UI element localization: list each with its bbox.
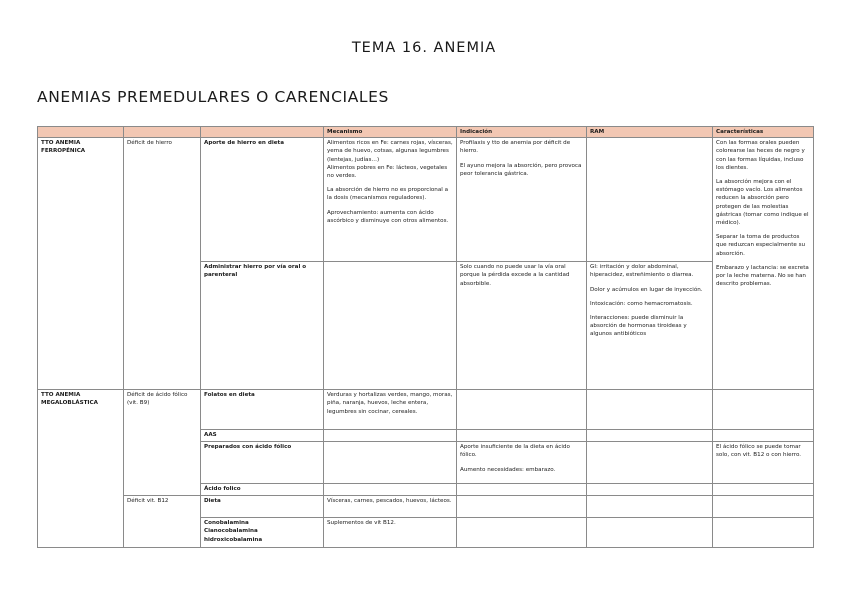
text-line: Alimentos pobres en Fe: lácteos, vegetales no verdes. xyxy=(327,164,448,180)
table-row xyxy=(38,138,814,262)
caracteristicas-folatos xyxy=(713,390,814,430)
tto-aporte-hierro-dieta: Aporte de hierro en dieta xyxy=(201,138,324,262)
indicacion-folatos xyxy=(457,390,587,430)
text-line: Alimentos ricos en Fe: carnes rojas, vísceras, yema de huevo, cotsas, algunas legumbres (lentejas, judías…) xyxy=(327,140,453,163)
text-line: Verduras y hortalizas verdes, mango, moras, piña, naranja, huevos, leche entera, legumbres sin cocinar, cereales. xyxy=(327,392,453,415)
caracteristicas-preparados xyxy=(713,442,814,484)
caracteristicas-aas xyxy=(713,430,814,442)
text-line: El ácido fólico se puede tomar solo, con vit. B12 o con hierro. xyxy=(716,444,802,459)
header-indicacion: Indicación xyxy=(457,127,587,138)
text-line: Conobalamina xyxy=(204,520,249,527)
header-ram: RAM xyxy=(587,127,713,138)
ram-aas xyxy=(587,430,713,442)
ram-acido-folico xyxy=(587,484,713,496)
text-line: El ayuno mejora la absorción, pero provoca peor tolerancia gástrica. xyxy=(460,162,582,177)
header-empty-2 xyxy=(124,127,201,138)
mecanismo-acido-folico xyxy=(324,484,457,496)
indicacion-cobalaminas xyxy=(457,518,587,548)
caracteristicas-cobalaminas xyxy=(713,518,814,548)
indicacion-administrar-hierro xyxy=(457,262,587,390)
tto-preparados-acido-folico: Preparados con ácido fólico xyxy=(201,442,324,484)
text-line: Embarazo y lactancia: se excreta por la leche materna. No se han descrito problemas. xyxy=(716,264,809,288)
document-title: TEMA 16. ANEMIA xyxy=(351,40,497,56)
mecanismo-preparados xyxy=(324,442,457,484)
anemia-table xyxy=(37,126,814,548)
group-ferropenica: TTO ANEMIA FERROPÉNICA xyxy=(38,138,124,390)
tto-aas: AAS xyxy=(201,430,324,442)
text-line: Aprovechamiento: aumenta con ácido ascórbico y disminuye con otros alimentos. xyxy=(327,209,449,224)
tto-folatos-dieta: Folatos en dieta xyxy=(201,390,324,430)
mecanismo-folatos xyxy=(324,390,457,430)
ram-preparados xyxy=(587,442,713,484)
deficit-vit-b12: Déficit vit. B12 xyxy=(124,496,201,548)
indicacion-preparados xyxy=(457,442,587,484)
text-line: Intoxicación: como hemacromatosis. xyxy=(590,300,693,307)
mecanismo-administrar-hierro xyxy=(324,262,457,390)
text-line: La absorción mejora con el estómago vacío. Los alimentos reducen la absorción pero protegen de las molestias gástricas (tomar como indique el médico). xyxy=(716,179,809,227)
header-empty-1 xyxy=(38,127,124,138)
text-line: hidroxicobalamina xyxy=(204,536,263,543)
ram-cobalaminas xyxy=(587,518,713,548)
indicacion-acido-folico xyxy=(457,484,587,496)
text-line: Aumento necesidades: embarazo. xyxy=(460,466,556,473)
table-row xyxy=(38,496,814,518)
deficit-acido-folico: Déficit de ácido fólico (vit. B9) xyxy=(124,390,201,496)
text-line: GI: irritación y dolor abdominal, hiperacidez, estreñimiento o diarrea. xyxy=(590,264,694,279)
header-empty-3 xyxy=(201,127,324,138)
text-line: Dolor y acúmulos en lugar de inyección. xyxy=(590,286,703,293)
mecanismo-dieta-b12 xyxy=(324,496,457,518)
group-megaloblastica: TTO ANEMIA MEGALOBLÁSTICA xyxy=(38,390,124,548)
section-title: ANEMIAS PREMEDULARES O CARENCIALES xyxy=(37,88,389,106)
indicacion-aas xyxy=(457,430,587,442)
mecanismo-aporte-hierro xyxy=(324,138,457,262)
indicacion-dieta-b12 xyxy=(457,496,587,518)
text-line: Aporte insuficiente de la dieta en ácido fólico. xyxy=(460,444,570,459)
caracteristicas-ferropenica xyxy=(713,138,814,390)
ram-aporte-hierro xyxy=(587,138,713,262)
ram-dieta-b12 xyxy=(587,496,713,518)
text-line: Solo cuando no puede usar la vía oral porque la pérdida excede a la cantidad absorbible. xyxy=(460,264,570,287)
text-line: Cianocobalamina xyxy=(204,528,258,535)
tto-acido-folico: Ácido folico xyxy=(201,484,324,496)
header-mecanismo: Mecanismo xyxy=(324,127,457,138)
text-line: Vísceras, carnes, pescados, huevos, lácteos. xyxy=(327,498,452,505)
text-line: La absorción de hierro no es proporcional a la dosis (mecanismos reguladores). xyxy=(327,187,449,202)
indicacion-aporte-hierro xyxy=(457,138,587,262)
text-line: Suplementos de vit B12. xyxy=(327,520,396,527)
text-line: Profilaxis y tto de anemia por déficit de hierro. xyxy=(460,140,571,155)
mecanismo-cobalaminas xyxy=(324,518,457,548)
ram-administrar-hierro xyxy=(587,262,713,390)
tto-cobalaminas xyxy=(201,518,324,548)
tto-dieta-b12: Dieta xyxy=(201,496,324,518)
text-line: Separar la toma de productos que reduzcan especialmente su absorción. xyxy=(716,234,806,257)
tto-administrar-hierro: Administrar hierro por vía oral o parenteral xyxy=(201,262,324,390)
deficit-hierro: Déficit de hierro xyxy=(124,138,201,390)
caracteristicas-acido-folico xyxy=(713,484,814,496)
table-row xyxy=(38,390,814,430)
header-caracteristicas: Características xyxy=(713,127,814,138)
header-row xyxy=(38,127,814,138)
text-line: Interacciones: puede disminuir la absorción de hormonas tiroideas y algunos antibióticos xyxy=(590,315,687,338)
ram-folatos xyxy=(587,390,713,430)
caracteristicas-dieta-b12 xyxy=(713,496,814,518)
text-line: Con las formas orales pueden colorearse las heces de negro y con las formas líquidas, incluso los dientes. xyxy=(716,140,805,171)
mecanismo-aas xyxy=(324,430,457,442)
